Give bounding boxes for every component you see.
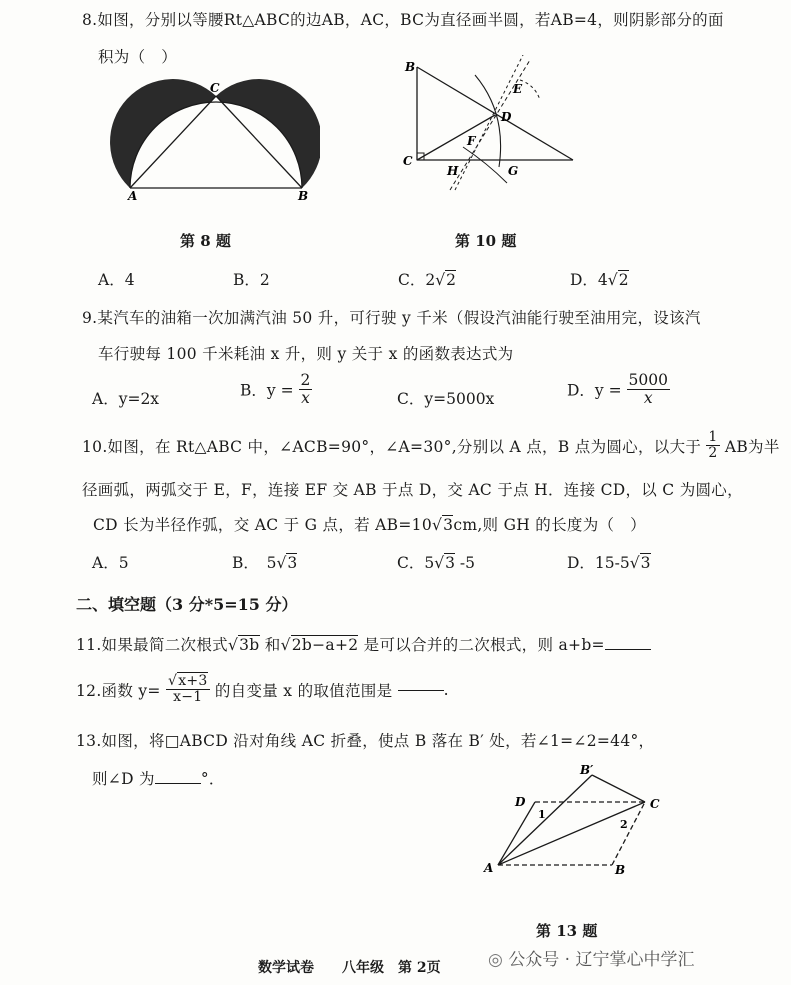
q9-line2: 车行驶每 100 千米耗油 x 升，则 y 关于 x 的函数表达式为 [98,345,514,363]
q12-answer-blank[interactable] [398,689,444,691]
fig13-label-c: C [650,797,660,811]
fig10-label-e: E [513,82,523,96]
fig13-caption: 第 13 题 [536,922,598,940]
q8-option-b: B．2 [233,271,270,289]
fig10-label-c: C [403,154,413,168]
q8-line1: 8.如图，分别以等腰Rt△ABC的边AB，AC，BC为直径画半圆，若AB=4，则阴影部分的面 [82,11,724,29]
q9-option-d: D．y = $\frac{5000}{x}$ [567,371,668,408]
fig8-caption: 第 8 题 [180,232,231,250]
fig13-angle-2: 2 [620,818,628,831]
fig13-label-b-prime: B′ [580,763,594,777]
q10-option-d: D．15-5√3 [567,554,651,572]
q8-option-d: D．4√2 [570,271,629,289]
wechat-icon: ◎ [488,950,503,970]
fig13-angle-1: 1 [538,808,546,821]
fig8-label-a: A [128,189,138,203]
q10-line1: 10.如图，在 Rt△ABC 中，∠ACB=90°，∠A=30°,分别以 A 点，B 点为圆心，以大于 $\frac{1}{2}$ AB为半 [82,429,780,462]
figure-13 [480,760,680,885]
fig10-label-h: H [447,164,459,178]
fig8-label-c: C [210,81,220,95]
q10-option-a: A．5 [92,554,129,572]
q9-option-a: A．y=2x [92,390,160,408]
page-footer: 数学试卷 八年级 第 2页 [258,960,441,976]
fig13-label-a: A [484,861,494,875]
q10-line2: 径画弧，两弧交于 E，F，连接 EF 交 AB 于点 D，交 AC 于点 H．连接 CD，以 C 为圆心， [82,481,743,499]
q12-text: 12.函数 y= $\frac{√x+3}{x-1}$ 的自变量 x 的取值范围是 . [76,673,449,706]
fig8-label-b: B [298,189,309,203]
fig10-label-g: G [508,164,519,178]
q13-answer-blank[interactable] [155,782,201,784]
q9-option-b: B．y = $\frac{2}{x}$ [240,371,311,408]
wechat-watermark: ◎ 公众号 · 辽宁掌心中学汇 [488,950,695,970]
q10-option-b: B． 5√3 [232,554,298,572]
figure-10 [395,55,595,200]
q10-line3: CD 长为半径作弧，交 AC 于 G 点，若 AB=10√3cm,则 GH 的长度为（ ） [93,516,646,534]
fig10-caption: 第 10 题 [455,232,517,250]
q13-line1: 13.如图，将□ABCD 沿对角线 AC 折叠，使点 B 落在 B′ 处，若∠1=∠2=44°， [76,732,655,750]
q8-option-c: C．2√2 [398,271,456,289]
fig10-label-d: D [501,110,512,124]
section-2-heading: 二、填空题（3 分*5=15 分） [76,595,298,614]
q11-answer-blank[interactable] [605,648,651,650]
q8-option-a: A．4 [98,271,135,289]
fig13-label-b: B [615,863,626,877]
fig13-label-d: D [515,795,526,809]
q9-option-c: C．y=5000x [397,390,495,408]
q9-line1: 9.某汽车的油箱一次加满汽油 50 升，可行驶 y 千米（假设汽油能行驶至油用完，设该汽 [82,309,701,327]
figure-8 [110,78,320,203]
fig10-label-b: B [405,60,416,74]
q8-line2: 积为（ ） [98,48,178,66]
q11-text: 11.如果最简二次根式√3b 和√2b−a+2 是可以合并的二次根式，则 a+b= [76,633,651,655]
q10-option-c: C．5√3 -5 [397,554,476,572]
q13-line2: 则∠D 为 °． [92,770,225,788]
fig10-label-f: F [467,134,476,148]
